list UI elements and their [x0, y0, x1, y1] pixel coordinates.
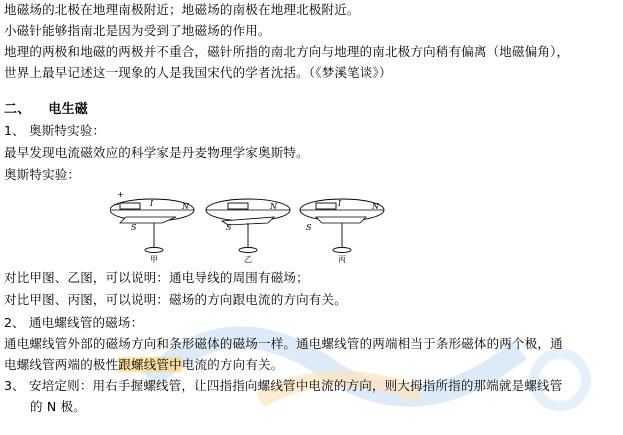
text-line-6: 1、 奥斯特实验：	[4, 123, 106, 138]
text-line-14: 3、 安培定则：用右手握螺线管，让四指指向螺线管中电流的方向，则大拇指所指的那端就是螺线管	[4, 378, 563, 393]
text-line-2: 小磁针能够指南北是因为受到了地磁场的作用。	[4, 23, 271, 38]
sign-plus: +	[117, 190, 124, 199]
text-line-11: 2、 通电螺线管的磁场：	[4, 315, 144, 330]
letter-n: N	[372, 202, 379, 211]
oersted-experiment-figure	[110, 188, 385, 266]
text-line-13-part-3: 电流的方向有关。	[181, 357, 284, 372]
letter-s: S	[131, 223, 137, 232]
text-line-8: 奥斯特实验：	[4, 167, 81, 182]
section-heading	[4, 102, 88, 118]
letter-n: N	[182, 202, 189, 211]
sign-minus: −	[113, 200, 120, 209]
apparatus-yi	[206, 199, 290, 264]
section-number: 二、	[4, 102, 31, 117]
letter-s: S	[226, 223, 232, 232]
letter-i: I	[150, 199, 154, 208]
section-title: 电生磁	[48, 102, 89, 117]
text-line-9: 对比甲图、乙图，可以说明：通电导线的周围有磁场；	[4, 270, 309, 285]
text-line-7: 最早发现电流磁效应的科学家是丹麦物理学家奥斯特。	[4, 145, 309, 160]
label-bing: 丙	[338, 255, 346, 264]
apparatus-bing	[300, 199, 384, 264]
label-yi: 乙	[244, 255, 252, 264]
label-jia: 甲	[150, 255, 158, 264]
text-line-13-part-1: 电螺线管两端的极性	[4, 357, 119, 372]
apparatus-jia	[110, 190, 194, 264]
text-line-4: 世界上最早记述这一现象的人是我国宋代的学者沈括。（《梦溪笔谈》）	[4, 65, 392, 80]
text-line-3: 地理的两极和地磁的两极并不重合，磁针所指的南北方向与地理的南北极方向稍有偏离（地磁偏角），	[4, 44, 570, 59]
text-line-1: 地磁场的北极在地理南极附近；地磁场的南极在地理北极附近。	[4, 2, 360, 17]
letter-n: N	[270, 202, 277, 211]
letter-s: S	[306, 223, 312, 232]
text-line-15: 的 N 极。	[30, 399, 86, 414]
text-line-13	[4, 357, 283, 373]
text-line-12: 通电螺线管外部的磁场方向和条形磁体的磁场一样。通电螺线管的两端相当于条形磁体的两个极，通	[4, 336, 563, 351]
text-line-10: 对比甲图、丙图，可以说明：磁场的方向跟电流的方向有关。	[4, 292, 347, 307]
letter-i: I	[338, 199, 342, 208]
highlighted-text: 跟螺线管中	[118, 357, 182, 372]
